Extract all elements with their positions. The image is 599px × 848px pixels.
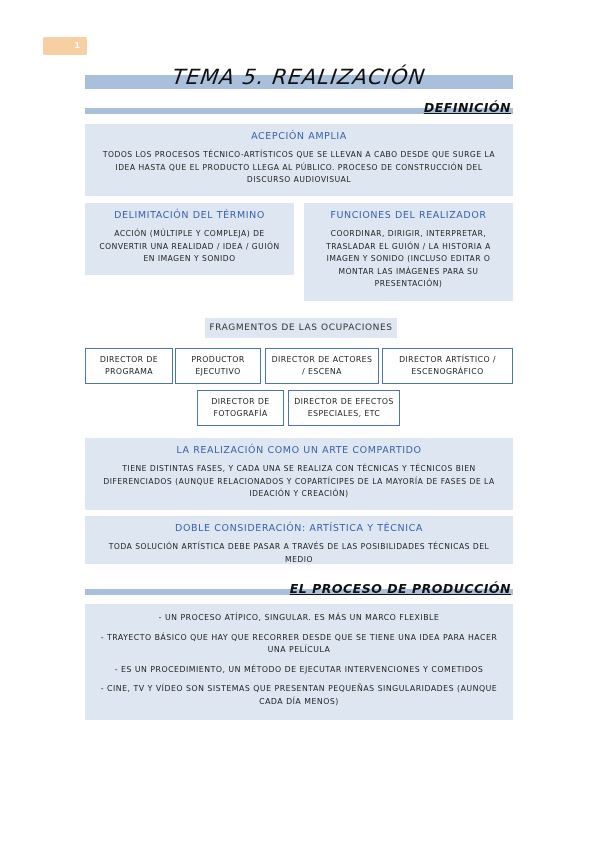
list-item: - TRAYECTO BÁSICO QUE HAY QUE RECORRER DESDE QUE SE TIENE UNA IDEA PARA HACER UNA PELÍCULA (100, 632, 498, 654)
delimitacion-heading: DELIMITACIÓN DEL TÉRMINO (114, 210, 265, 221)
delimitacion-box (85, 203, 294, 275)
section-title-proceso: EL PROCESO DE PRODUCCIÓN (289, 581, 511, 596)
acepcion-text: TODOS LOS PROCESOS TÉCNICO-ARTÍSTICOS QUE SE LLEVAN A CABO DESDE QUE SURGE LA IDEA HASTA QUE EL PRODUCTO LLEGA AL PÚBLICO. PROCESO DE CONSTRUCCIÓN DEL DISCURSO AUDIOVISUAL (102, 150, 496, 184)
occupation-director-artistico: DIRECTOR ARTÍSTICO / ESCENOGRÁFICO (382, 348, 513, 384)
arte-heading: LA REALIZACIÓN COMO UN ARTE COMPARTIDO (176, 445, 422, 456)
fragmentos-heading: FRAGMENTOS DE LAS OCUPACIONES (205, 318, 397, 338)
proceso-list (85, 604, 513, 720)
funciones-text: COORDINAR, DIRIGIR, INTERPRETAR, TRASLADAR EL GUIÓN / LA HISTORIA A IMAGEN Y SONIDO (INCLUSO EDITAR O MONTAR LAS IMÁGENES PARA SU PRESENTACIÓN) (326, 229, 491, 288)
occupation-director-programa: DIRECTOR DE PROGRAMA (85, 348, 173, 384)
section-title-definicion: DEFINICIÓN (423, 100, 511, 115)
funciones-box (304, 203, 513, 301)
arte-text: TIENE DISTINTAS FASES, Y CADA UNA SE REALIZA CON TÉCNICAS Y TÉCNICOS BIEN DIFERENCIADOS (AUNQUE RELACIONADOS Y COPARTÍCIPES DE LA MAYORÍA DE FASES DE LA IDEACIÓN Y CREACIÓN) (103, 464, 495, 498)
list-item: - CINE, TV Y VÍDEO SON SISTEMAS QUE PRESENTAN PEQUEÑAS SINGULARIDADES (AUNQUE CADA DÍA MENOS) (100, 684, 498, 706)
arte-compartido-box (85, 438, 513, 510)
occupation-productor-ejecutivo: PRODUCTOR EJECUTIVO (175, 348, 261, 384)
list-item: - UN PROCESO ATÍPICO, SINGULAR. ES MÁS UN MARCO FLEXIBLE (158, 613, 440, 622)
page-title: TEMA 5. REALIZACIÓN (170, 65, 428, 89)
funciones-heading: FUNCIONES DEL REALIZADOR (330, 210, 487, 221)
doble-text: TODA SOLUCIÓN ARTÍSTICA DEBE PASAR A TRAVÉS DE LAS POSIBILIDADES TÉCNICAS DEL MEDIO (108, 542, 490, 564)
page-number: 1 (43, 37, 87, 55)
occupation-director-actores: DIRECTOR DE ACTORES / ESCENA (265, 348, 379, 384)
doble-heading: DOBLE CONSIDERACIÓN: ARTÍSTICA Y TÉCNICA (175, 523, 423, 534)
delimitacion-text: ACCIÓN (MÚLTIPLE Y COMPLEJA) DE CONVERTIR UNA REALIDAD / IDEA / GUIÓN EN IMAGEN Y SONIDO (99, 229, 280, 263)
list-item: - ES UN PROCEDIMIENTO, UN MÉTODO DE EJECUTAR INTERVENCIONES Y COMETIDOS (114, 664, 484, 674)
occupation-director-fotografia: DIRECTOR DE FOTOGRAFÍA (197, 390, 284, 426)
occupation-director-efectos: DIRECTOR DE EFECTOS ESPECIALES, ETC (288, 390, 400, 426)
doble-consideracion-box (85, 516, 513, 564)
acepcion-heading: ACEPCIÓN AMPLIA (251, 131, 347, 142)
acepcion-box (85, 124, 513, 196)
